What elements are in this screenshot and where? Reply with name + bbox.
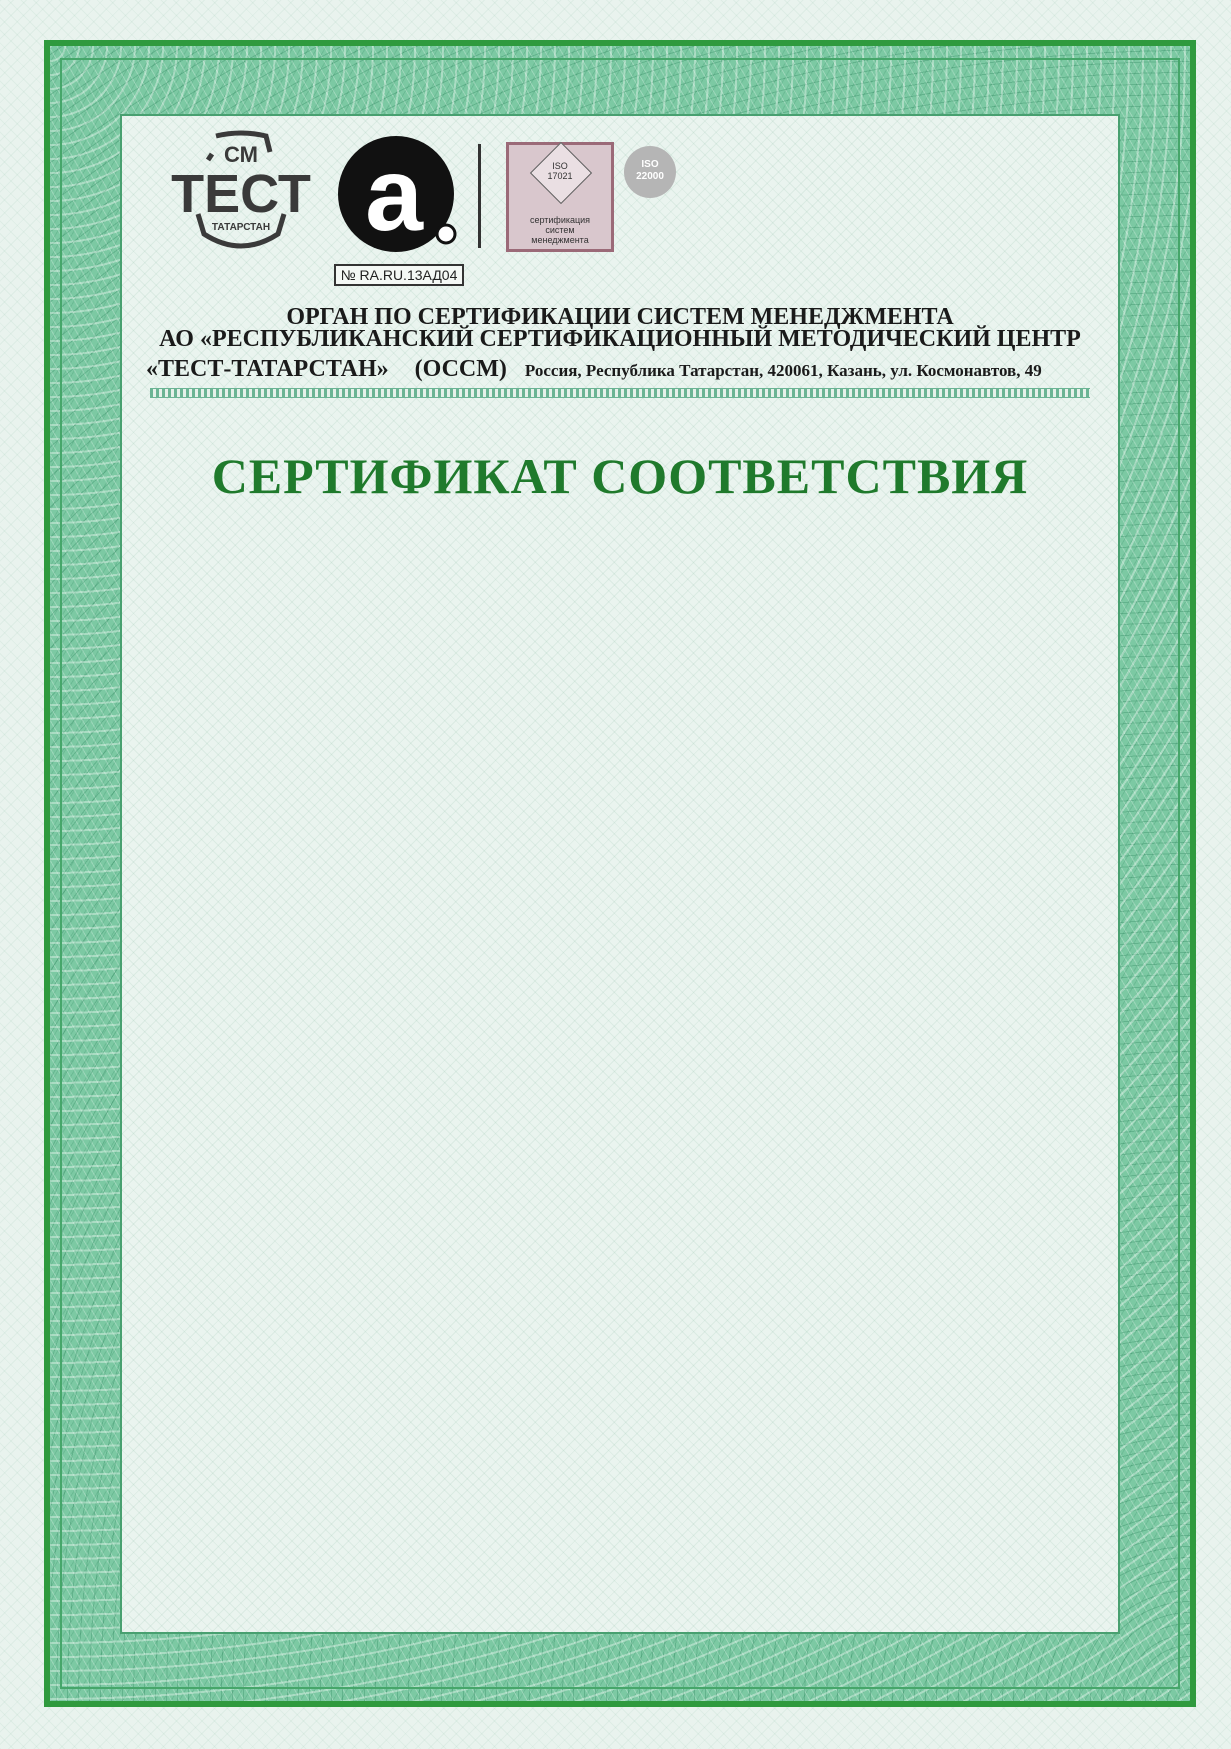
logo-tatarstan-text: ТАТАРСТАН — [211, 222, 271, 233]
accreditation-reg-number: № RA.RU.13АД04 — [334, 264, 464, 286]
iso-22000-logo — [624, 146, 676, 198]
iso-17021-line1: ISO — [552, 161, 568, 171]
iso-caption-line3: менеджмента — [531, 235, 589, 245]
iso-caption-line1: сертификация — [529, 215, 591, 225]
org-heading-line2: АО «РЕСПУБЛИКАНСКИЙ СЕРТИФИКАЦИОННЫЙ МЕТОДИЧЕСКИЙ ЦЕНТР — [159, 326, 1081, 352]
iso-17021-line2: 17021 — [547, 171, 573, 181]
logo-sm-text: СМ — [224, 142, 258, 167]
org-name: «ТЕСТ-ТАТАРСТАН» — [146, 356, 389, 382]
org-abbreviation: (ОССМ) — [414, 356, 507, 382]
iso-17021-logo — [506, 142, 614, 252]
iso-caption-line2: систем — [545, 225, 575, 235]
org-heading-line3 — [146, 356, 1106, 383]
iso-17021-caption — [509, 215, 611, 245]
test-tatarstan-logo — [168, 130, 314, 262]
org-heading-line1: ОРГАН ПО СЕРТИФИКАЦИИ СИСТЕМ МЕНЕДЖМЕНТА — [286, 304, 954, 330]
header-ornament-divider — [150, 388, 1090, 398]
iso-22000-line2: 22000 — [636, 171, 664, 182]
logo-divider — [478, 144, 481, 248]
certificate-title: СЕРТИФИКАТ СООТВЕТСТВИЯ — [211, 448, 1029, 504]
accreditation-letter: a — [365, 137, 423, 253]
iso-17021-label — [509, 161, 611, 181]
org-address: Россия, Республика Татарстан, 420061, Казань, ул. Космонавтов, 49 — [524, 361, 1042, 380]
logo-test-text: ТЕСТ — [171, 164, 311, 224]
accreditation-logo — [336, 132, 458, 260]
iso-22000-line1: ISO — [641, 159, 659, 170]
